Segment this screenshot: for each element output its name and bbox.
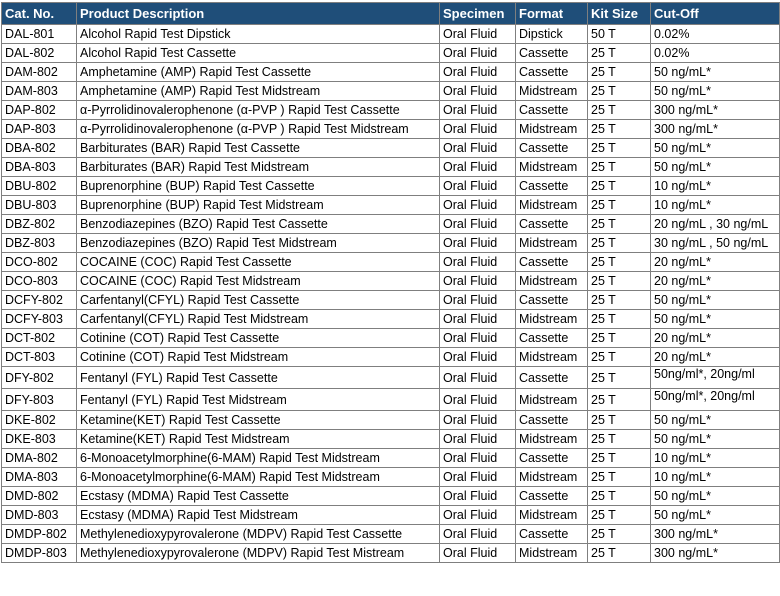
kit-size-cell: 25 T [588,63,651,82]
table-row [2,272,780,291]
kit-size-cell: 25 T [588,367,651,389]
table-row [2,196,780,215]
specimen-cell: Oral Fluid [440,63,516,82]
header-specimen: Specimen [440,3,516,25]
cat-no-cell: DMA-803 [2,468,77,487]
format-cell: Midstream [516,506,588,525]
description-cell: Ecstasy (MDMA) Rapid Test Midstream [77,506,440,525]
format-cell: Cassette [516,449,588,468]
format-cell: Midstream [516,234,588,253]
cat-no-cell: DCT-803 [2,348,77,367]
cat-no-cell: DBU-802 [2,177,77,196]
header-product-description: Product Description [77,3,440,25]
description-cell: Barbiturates (BAR) Rapid Test Cassette [77,139,440,158]
cut-off-cell: 20 ng/mL* [651,348,780,367]
table-row [2,82,780,101]
specimen-cell: Oral Fluid [440,348,516,367]
description-cell: Methylenedioxypyrovalerone (MDPV) Rapid Test Cassette [77,525,440,544]
kit-size-cell: 25 T [588,291,651,310]
cat-no-cell: DMA-802 [2,449,77,468]
table-row [2,544,780,563]
kit-size-cell: 25 T [588,234,651,253]
cut-off-cell: 50ng/ml*, 20ng/ml [651,389,780,411]
kit-size-cell: 25 T [588,196,651,215]
description-cell: 6-Monoacetylmorphine(6-MAM) Rapid Test Midstream [77,468,440,487]
description-cell: Alcohol Rapid Test Cassette [77,44,440,63]
table-row [2,44,780,63]
cat-no-cell: DMDP-802 [2,525,77,544]
table-row [2,329,780,348]
kit-size-cell: 25 T [588,487,651,506]
header-cut-off: Cut-Off [651,3,780,25]
description-cell: α-Pyrrolidinovalerophenone (α-PVP ) Rapid Test Midstream [77,120,440,139]
kit-size-cell: 25 T [588,411,651,430]
cut-off-cell: 300 ng/mL* [651,101,780,120]
table-row [2,25,780,44]
kit-size-cell: 25 T [588,253,651,272]
specimen-cell: Oral Fluid [440,310,516,329]
table-row [2,411,780,430]
cut-off-cell: 20 ng/mL , 30 ng/mL [651,215,780,234]
cat-no-cell: DAP-803 [2,120,77,139]
specimen-cell: Oral Fluid [440,196,516,215]
description-cell: Fentanyl (FYL) Rapid Test Midstream [77,389,440,411]
cat-no-cell: DCO-803 [2,272,77,291]
kit-size-cell: 25 T [588,506,651,525]
table-row [2,234,780,253]
description-cell: Buprenorphine (BUP) Rapid Test Midstream [77,196,440,215]
format-cell: Midstream [516,348,588,367]
cut-off-cell: 50 ng/mL* [651,487,780,506]
cat-no-cell: DAL-802 [2,44,77,63]
cat-no-cell: DFY-802 [2,367,77,389]
specimen-cell: Oral Fluid [440,367,516,389]
cat-no-cell: DAP-802 [2,101,77,120]
description-cell: Carfentanyl(CFYL) Rapid Test Midstream [77,310,440,329]
cat-no-cell: DKE-803 [2,430,77,449]
description-cell: Benzodiazepines (BZO) Rapid Test Midstream [77,234,440,253]
description-cell: Ketamine(KET) Rapid Test Midstream [77,430,440,449]
header-kit-size: Kit Size [588,3,651,25]
kit-size-cell: 25 T [588,44,651,63]
kit-size-cell: 25 T [588,120,651,139]
description-cell: Cotinine (COT) Rapid Test Cassette [77,329,440,348]
specimen-cell: Oral Fluid [440,525,516,544]
table-row [2,291,780,310]
cat-no-cell: DAL-801 [2,25,77,44]
format-cell: Cassette [516,63,588,82]
format-cell: Cassette [516,411,588,430]
header-format: Format [516,3,588,25]
description-cell: Carfentanyl(CFYL) Rapid Test Cassette [77,291,440,310]
description-cell: Benzodiazepines (BZO) Rapid Test Cassette [77,215,440,234]
table-body [2,25,780,563]
cut-off-cell: 20 ng/mL* [651,272,780,291]
specimen-cell: Oral Fluid [440,544,516,563]
table-row [2,63,780,82]
kit-size-cell: 25 T [588,177,651,196]
kit-size-cell: 25 T [588,430,651,449]
cut-off-cell: 50ng/ml*, 20ng/ml [651,367,780,389]
specimen-cell: Oral Fluid [440,253,516,272]
cat-no-cell: DAM-802 [2,63,77,82]
description-cell: Amphetamine (AMP) Rapid Test Midstream [77,82,440,101]
table-row [2,253,780,272]
cut-off-cell: 50 ng/mL* [651,291,780,310]
cut-off-cell: 50 ng/mL* [651,506,780,525]
header-cat-no: Cat. No. [2,3,77,25]
cut-off-cell: 30 ng/mL , 50 ng/mL [651,234,780,253]
cat-no-cell: DKE-802 [2,411,77,430]
cut-off-cell: 10 ng/mL* [651,449,780,468]
kit-size-cell: 25 T [588,215,651,234]
format-cell: Dipstick [516,25,588,44]
kit-size-cell: 25 T [588,348,651,367]
specimen-cell: Oral Fluid [440,177,516,196]
cut-off-cell: 50 ng/mL* [651,310,780,329]
description-cell: Fentanyl (FYL) Rapid Test Cassette [77,367,440,389]
specimen-cell: Oral Fluid [440,82,516,101]
specimen-cell: Oral Fluid [440,487,516,506]
cut-off-cell: 10 ng/mL* [651,177,780,196]
table-row [2,367,780,389]
format-cell: Cassette [516,44,588,63]
table-header-row [2,3,780,25]
specimen-cell: Oral Fluid [440,234,516,253]
table-row [2,389,780,411]
description-cell: Amphetamine (AMP) Rapid Test Cassette [77,63,440,82]
cut-off-cell: 50 ng/mL* [651,63,780,82]
cut-off-cell: 50 ng/mL* [651,139,780,158]
format-cell: Cassette [516,177,588,196]
kit-size-cell: 25 T [588,525,651,544]
format-cell: Midstream [516,430,588,449]
cat-no-cell: DCO-802 [2,253,77,272]
cat-no-cell: DAM-803 [2,82,77,101]
cat-no-cell: DBA-802 [2,139,77,158]
format-cell: Midstream [516,468,588,487]
specimen-cell: Oral Fluid [440,449,516,468]
format-cell: Midstream [516,544,588,563]
specimen-cell: Oral Fluid [440,44,516,63]
cut-off-cell: 10 ng/mL* [651,468,780,487]
specimen-cell: Oral Fluid [440,25,516,44]
format-cell: Midstream [516,310,588,329]
cut-off-cell: 20 ng/mL* [651,253,780,272]
cat-no-cell: DBU-803 [2,196,77,215]
description-cell: Cotinine (COT) Rapid Test Midstream [77,348,440,367]
format-cell: Cassette [516,139,588,158]
cut-off-cell: 50 ng/mL* [651,82,780,101]
description-cell: Barbiturates (BAR) Rapid Test Midstream [77,158,440,177]
specimen-cell: Oral Fluid [440,272,516,291]
kit-size-cell: 25 T [588,272,651,291]
cut-off-cell: 300 ng/mL* [651,120,780,139]
cat-no-cell: DBZ-803 [2,234,77,253]
description-cell: Alcohol Rapid Test Dipstick [77,25,440,44]
specimen-cell: Oral Fluid [440,120,516,139]
specimen-cell: Oral Fluid [440,389,516,411]
format-cell: Midstream [516,272,588,291]
description-cell: COCAINE (COC) Rapid Test Cassette [77,253,440,272]
table-row [2,348,780,367]
kit-size-cell: 25 T [588,82,651,101]
cat-no-cell: DFY-803 [2,389,77,411]
table-row [2,310,780,329]
description-cell: α-Pyrrolidinovalerophenone (α-PVP ) Rapid Test Cassette [77,101,440,120]
format-cell: Cassette [516,487,588,506]
format-cell: Midstream [516,120,588,139]
table-row [2,525,780,544]
description-cell: 6-Monoacetylmorphine(6-MAM) Rapid Test Midstream [77,449,440,468]
format-cell: Midstream [516,389,588,411]
format-cell: Cassette [516,253,588,272]
specimen-cell: Oral Fluid [440,430,516,449]
format-cell: Cassette [516,215,588,234]
description-cell: Ketamine(KET) Rapid Test Cassette [77,411,440,430]
kit-size-cell: 25 T [588,158,651,177]
table-row [2,215,780,234]
specimen-cell: Oral Fluid [440,215,516,234]
kit-size-cell: 25 T [588,389,651,411]
cut-off-cell: 0.02% [651,44,780,63]
format-cell: Midstream [516,158,588,177]
cat-no-cell: DBZ-802 [2,215,77,234]
table-row [2,468,780,487]
table-row [2,430,780,449]
description-cell: Ecstasy (MDMA) Rapid Test Cassette [77,487,440,506]
cut-off-cell: 20 ng/mL* [651,329,780,348]
table-row [2,449,780,468]
cat-no-cell: DCFY-803 [2,310,77,329]
format-cell: Cassette [516,525,588,544]
format-cell: Cassette [516,101,588,120]
kit-size-cell: 50 T [588,25,651,44]
kit-size-cell: 25 T [588,544,651,563]
table-row [2,158,780,177]
cat-no-cell: DMD-802 [2,487,77,506]
table-row [2,120,780,139]
kit-size-cell: 25 T [588,310,651,329]
cat-no-cell: DCFY-802 [2,291,77,310]
kit-size-cell: 25 T [588,329,651,348]
specimen-cell: Oral Fluid [440,101,516,120]
format-cell: Midstream [516,196,588,215]
cut-off-cell: 50 ng/mL* [651,430,780,449]
specimen-cell: Oral Fluid [440,139,516,158]
format-cell: Cassette [516,329,588,348]
format-cell: Cassette [516,291,588,310]
cat-no-cell: DMDP-803 [2,544,77,563]
cut-off-cell: 300 ng/mL* [651,544,780,563]
cat-no-cell: DCT-802 [2,329,77,348]
table-row [2,139,780,158]
kit-size-cell: 25 T [588,468,651,487]
specimen-cell: Oral Fluid [440,329,516,348]
kit-size-cell: 25 T [588,101,651,120]
cut-off-cell: 0.02% [651,25,780,44]
cut-off-cell: 50 ng/mL* [651,158,780,177]
kit-size-cell: 25 T [588,139,651,158]
cut-off-cell: 300 ng/mL* [651,525,780,544]
cat-no-cell: DBA-803 [2,158,77,177]
table-row [2,101,780,120]
specimen-cell: Oral Fluid [440,291,516,310]
cut-off-cell: 10 ng/mL* [651,196,780,215]
description-cell: COCAINE (COC) Rapid Test Midstream [77,272,440,291]
description-cell: Methylenedioxypyrovalerone (MDPV) Rapid Test Mistream [77,544,440,563]
specimen-cell: Oral Fluid [440,411,516,430]
kit-size-cell: 25 T [588,449,651,468]
product-table [1,2,780,563]
specimen-cell: Oral Fluid [440,158,516,177]
format-cell: Cassette [516,367,588,389]
cut-off-cell: 50 ng/mL* [651,411,780,430]
description-cell: Buprenorphine (BUP) Rapid Test Cassette [77,177,440,196]
table-row [2,506,780,525]
cat-no-cell: DMD-803 [2,506,77,525]
table-row [2,487,780,506]
format-cell: Midstream [516,82,588,101]
specimen-cell: Oral Fluid [440,506,516,525]
specimen-cell: Oral Fluid [440,468,516,487]
table-row [2,177,780,196]
